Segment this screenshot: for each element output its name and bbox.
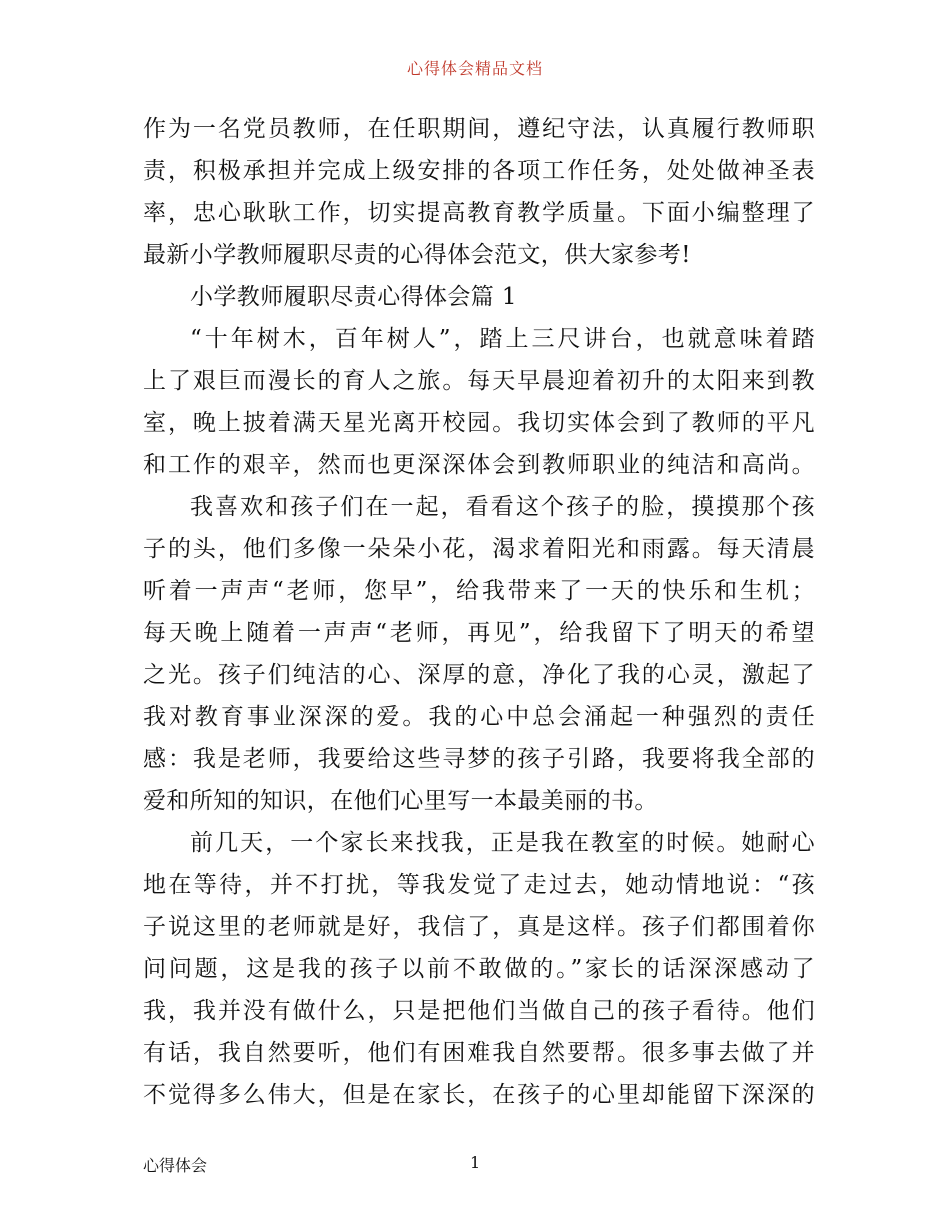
text-line: 我，我并没有做什么，只是把他们当做自己的孩子看待。他们 xyxy=(143,998,815,1024)
text-line: 我对教育事业深深的爱。我的心中总会涌起一种强烈的责任 xyxy=(143,704,815,730)
text-line: 作为一名党员教师，在任职期间，遵纪守法，认真履行教师职 xyxy=(143,116,815,142)
text-line: 感：我是老师，我要给这些寻梦的孩子引路，我要将我全部的 xyxy=(143,746,815,772)
text-line: 和工作的艰辛，然而也更深深体会到教师职业的纯洁和高尚。 xyxy=(143,452,815,478)
text-line: 上了艰巨而漫长的育人之旅。每天早晨迎着初升的太阳来到教 xyxy=(143,368,815,394)
text-line: 子说这里的老师就是好，我信了，真是这样。孩子们都围着你 xyxy=(143,914,815,940)
page-number: 1 xyxy=(470,1153,481,1172)
text-line: 每天晚上随着一声声“老师，再见”，给我留下了明天的希望 xyxy=(143,620,815,646)
text-line: 不觉得多么伟大，但是在家长，在孩子的心里却能留下深深的 xyxy=(143,1082,815,1108)
text-line: 室，晚上披着满天星光离开校园。我切实体会到了教师的平凡 xyxy=(143,410,815,436)
document-body xyxy=(143,108,815,1116)
text-line: 问问题，这是我的孩子以前不敢做的。”家长的话深深感动了 xyxy=(143,956,815,982)
text-line: 率，忠心耿耿工作，切实提高教育教学质量。下面小编整理了 xyxy=(143,200,815,226)
text-line: 有话，我自然要听，他们有困难我自然要帮。很多事去做了并 xyxy=(143,1040,815,1066)
text-line: “十年树木，百年树人”，踏上三尺讲台，也就意味着踏 xyxy=(190,326,815,352)
text-line: 听着一声声“老师，您早”，给我带来了一天的快乐和生机； xyxy=(143,578,815,604)
text-line: 之光。孩子们纯洁的心、深厚的意，净化了我的心灵，激起了 xyxy=(143,662,815,688)
text-line: 最新小学教师履职尽责的心得体会范文，供大家参考! xyxy=(143,242,691,268)
text-line: 前几天，一个家长来找我，正是我在教室的时候。她耐心 xyxy=(190,830,815,856)
text-line: 爱和所知的知识，在他们心里写一本最美丽的书。 xyxy=(143,788,658,814)
text-line: 我喜欢和孩子们在一起，看看这个孩子的脸，摸摸那个孩 xyxy=(190,494,815,520)
document-header: 心得体会精品文档 xyxy=(406,59,543,78)
footer-label: 心得体会 xyxy=(143,1156,208,1175)
section-heading: 小学教师履职尽责心得体会篇 1 xyxy=(190,284,517,310)
text-line: 责，积极承担并完成上级安排的各项工作任务，处处做神圣表 xyxy=(143,158,815,184)
text-line: 地在等待，并不打扰，等我发觉了走过去，她动情地说：“孩 xyxy=(143,872,815,898)
text-line: 子的头，他们多像一朵朵小花，渴求着阳光和雨露。每天清晨 xyxy=(143,536,815,562)
